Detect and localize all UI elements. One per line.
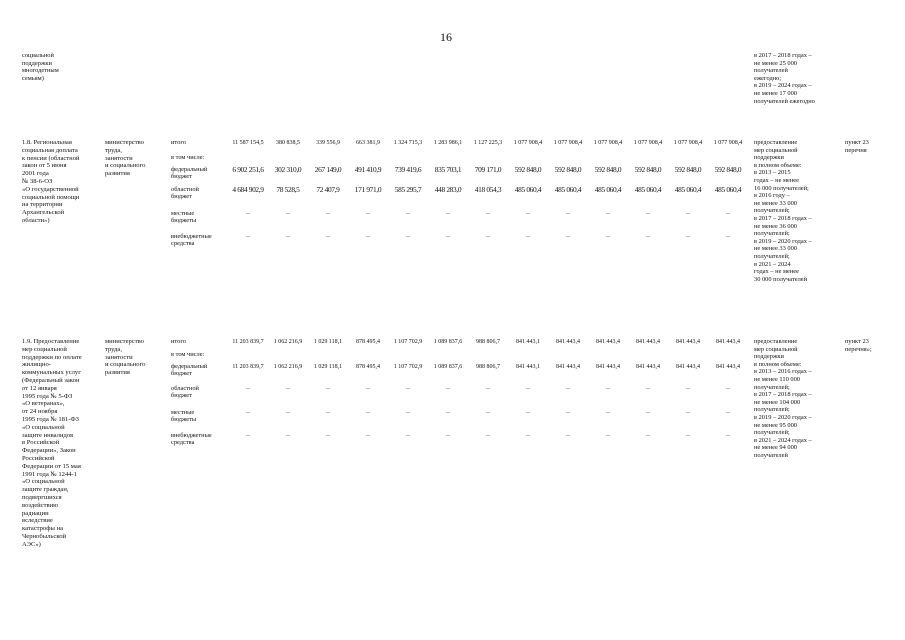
value-cell: 6 902 251,6: [232, 165, 264, 174]
value-cell: –: [446, 211, 450, 217]
value-cell: –: [286, 386, 290, 392]
value-cell: 592 848,0: [634, 165, 662, 174]
value-cell: –: [366, 211, 370, 217]
value-cell: 1 127 225,3: [473, 140, 503, 146]
value-cell: 841 443,4: [556, 339, 580, 345]
value-cell: 485 060,4: [674, 185, 702, 194]
value-cell: 1 062 216,9: [273, 339, 303, 345]
value-cell: –: [646, 211, 650, 217]
value-cell: 841 443,4: [636, 364, 660, 370]
source-federal-label: федеральный бюджет: [171, 166, 208, 181]
value-cell: –: [246, 211, 250, 217]
measure-1-8-local-values: [228, 210, 748, 218]
value-cell: –: [486, 211, 490, 217]
value-cell: 1 077 908,4: [673, 140, 703, 146]
value-cell: –: [406, 234, 410, 240]
value-cell: 1 029 118,1: [313, 339, 343, 345]
value-cell: –: [446, 410, 450, 416]
source-regional-label: областной бюджет: [171, 186, 199, 201]
value-cell: –: [646, 410, 650, 416]
value-cell: 1 029 118,1: [313, 364, 343, 370]
value-cell: 878 495,4: [356, 364, 380, 370]
value-cell: –: [606, 433, 610, 439]
page-number: 16: [440, 30, 452, 44]
value-cell: –: [326, 234, 330, 240]
source-extra-label: внебюджетные средства: [171, 432, 212, 447]
value-cell: –: [566, 234, 570, 240]
value-cell: –: [646, 234, 650, 240]
value-cell: 78 528,5: [276, 185, 300, 194]
value-cell: 841 443,1: [516, 339, 540, 345]
value-cell: 418 054,3: [474, 185, 502, 194]
value-cell: –: [606, 386, 610, 392]
value-cell: –: [726, 410, 730, 416]
value-cell: –: [526, 410, 530, 416]
measure-1-9-title: 1.9. Предоставление мер социальной поддержки по оплате жилищно- коммунальных услуг (Федеральный закон от 12 января 1995 года № 5-ФЗ «О ветеранах», от 24 ноября 1995 года № 181-ФЗ «О социальной защите инвалидов в Российской Федерации», Закон Российской Федерации от 15 мая 1991 года № 1244-1 «О социальной защите граждан, подвергшихся воздействию радиации вследствие катастрофы на Чернобыльской АЭС»): [22, 338, 82, 548]
value-cell: 988 806,7: [476, 339, 500, 345]
value-cell: 171 971,0: [354, 185, 382, 194]
value-cell: 11 203 839,7: [232, 339, 264, 345]
value-cell: –: [446, 234, 450, 240]
value-cell: –: [326, 211, 330, 217]
value-cell: 841 443,4: [556, 364, 580, 370]
value-cell: 592 848,0: [674, 165, 702, 174]
value-cell: 1 077 908,4: [593, 140, 623, 146]
value-cell: –: [286, 410, 290, 416]
value-cell: 485 060,4: [634, 185, 662, 194]
value-cell: 841 443,4: [636, 339, 660, 345]
value-cell: –: [686, 410, 690, 416]
source-federal-label: федеральный бюджет: [171, 363, 208, 378]
source-total-label: итого: [171, 338, 186, 345]
value-cell: 1 107 702,9: [393, 339, 423, 345]
value-cell: 1 062 216,9: [273, 364, 303, 370]
value-cell: –: [606, 410, 610, 416]
value-cell: –: [326, 410, 330, 416]
value-cell: 485 060,4: [714, 185, 742, 194]
value-cell: –: [286, 211, 290, 217]
measure-1-8-reference: пункт 23 перечня: [845, 139, 869, 154]
value-cell: 1 077 908,4: [553, 140, 583, 146]
value-cell: –: [406, 410, 410, 416]
value-cell: 1 089 837,6: [433, 339, 463, 345]
value-cell: 11 203 839,7: [232, 364, 264, 370]
value-cell: 1 324 715,3: [393, 140, 423, 146]
measure-1-8-total-values: [228, 139, 748, 147]
value-cell: –: [446, 433, 450, 439]
value-cell: 841 443,1: [516, 364, 540, 370]
value-cell: 4 684 902,9: [232, 185, 264, 194]
value-cell: 841 443,4: [676, 339, 700, 345]
value-cell: 1 077 908,4: [513, 140, 543, 146]
value-cell: –: [646, 433, 650, 439]
value-cell: –: [406, 211, 410, 217]
value-cell: 1 089 837,6: [433, 364, 463, 370]
measure-1-8-executor: министерство труда, занятости и социального развития: [105, 139, 146, 178]
value-cell: –: [326, 433, 330, 439]
measure-1-8-expected-result: предоставление мер социальной поддержки в полном объеме: в 2013 – 2015 годах – не менее 16 000 получателей; в 2016 году – не менее 33 000 получателей; в 2017 – 2018 годах – не менее 36 000 получателей; в 2019 – 2020 годах – не менее 33 000 получателей; в 2021 – 2024 годах – не менее 30 000 получателей: [754, 139, 812, 283]
value-cell: –: [486, 410, 490, 416]
measure-1-8-title: 1.8. Региональная социальная доплата к пенсии (областной закон от 5 июня 2001 года № 38-6-ОЗ «О государственной социальной помощи на территории Архангельской области»): [22, 139, 80, 224]
measure-1-8-federal-values: [228, 166, 748, 174]
value-cell: 485 060,4: [514, 185, 542, 194]
value-cell: 585 295,7: [394, 185, 422, 194]
measure-1-9-extra-values: [228, 432, 748, 440]
value-cell: –: [686, 211, 690, 217]
measure-1-9-expected-result: предоставление мер социальной поддержки в полном объеме: в 2013 – 2016 годах – не менее 110 000 получателей; в 2017 – 2018 годах – не менее 104 000 получателей; в 2019 – 2020 годах – не менее 95 000 получателей; в 2021 – 2024 годах – не менее 94 000 получателей: [754, 338, 812, 459]
value-cell: 841 443,4: [676, 364, 700, 370]
continued-measure-name: социальной поддержки многодетным семьям): [22, 52, 59, 82]
measure-1-9-reference: пункт 23 перечня»;: [845, 338, 872, 353]
value-cell: 739 419,6: [394, 165, 422, 174]
measure-1-9-executor: министерство труда, занятости и социального развития: [105, 338, 146, 377]
measure-1-9-regional-values: [228, 385, 748, 393]
value-cell: –: [246, 410, 250, 416]
value-cell: 841 443,4: [596, 364, 620, 370]
source-total-label: итого: [171, 139, 186, 146]
value-cell: –: [366, 410, 370, 416]
value-cell: –: [526, 386, 530, 392]
value-cell: –: [406, 433, 410, 439]
value-cell: –: [566, 410, 570, 416]
source-incl-label: в том числе:: [171, 351, 205, 358]
value-cell: –: [686, 386, 690, 392]
value-cell: 841 443,4: [716, 364, 740, 370]
value-cell: –: [406, 386, 410, 392]
value-cell: 485 060,4: [594, 185, 622, 194]
value-cell: –: [566, 211, 570, 217]
value-cell: –: [326, 386, 330, 392]
value-cell: 72 407,9: [316, 185, 340, 194]
value-cell: –: [286, 433, 290, 439]
value-cell: 302 310,0: [274, 165, 302, 174]
source-local-label: местные бюджеты: [171, 210, 197, 225]
measure-1-8-regional-values: [228, 186, 748, 194]
value-cell: –: [526, 234, 530, 240]
value-cell: 663 381,9: [356, 140, 380, 146]
value-cell: –: [366, 386, 370, 392]
value-cell: 380 838,5: [276, 140, 300, 146]
value-cell: –: [486, 386, 490, 392]
continued-expected-result: в 2017 – 2018 годах – не менее 25 000 получателей ежегодно; в 2019 – 2024 годах – не менее 17 000 получателей ежегодно: [754, 52, 815, 105]
value-cell: –: [726, 433, 730, 439]
value-cell: –: [686, 234, 690, 240]
value-cell: 491 410,9: [354, 165, 382, 174]
value-cell: 841 443,4: [716, 339, 740, 345]
value-cell: 1 283 986,1: [433, 140, 463, 146]
value-cell: 448 283,0: [434, 185, 462, 194]
value-cell: –: [526, 433, 530, 439]
measure-1-9-local-values: [228, 409, 748, 417]
value-cell: –: [606, 211, 610, 217]
value-cell: 485 060,4: [554, 185, 582, 194]
value-cell: –: [246, 234, 250, 240]
measure-1-9-total-values: [228, 338, 748, 346]
value-cell: –: [366, 433, 370, 439]
source-extra-label: внебюджетные средства: [171, 233, 212, 248]
value-cell: –: [446, 386, 450, 392]
value-cell: –: [646, 386, 650, 392]
value-cell: 267 149,0: [314, 165, 342, 174]
value-cell: –: [606, 234, 610, 240]
value-cell: 11 587 154,5: [232, 140, 264, 146]
value-cell: 1 077 908,4: [633, 140, 663, 146]
value-cell: 841 443,4: [596, 339, 620, 345]
value-cell: –: [246, 386, 250, 392]
value-cell: –: [526, 211, 530, 217]
value-cell: 878 495,4: [356, 339, 380, 345]
value-cell: –: [366, 234, 370, 240]
value-cell: 339 556,9: [316, 140, 340, 146]
value-cell: 988 806,7: [476, 364, 500, 370]
value-cell: 835 703,1: [434, 165, 462, 174]
value-cell: 592 848,0: [514, 165, 542, 174]
value-cell: –: [686, 433, 690, 439]
source-local-label: местные бюджеты: [171, 409, 197, 424]
measure-1-9-federal-values: [228, 363, 748, 371]
value-cell: –: [246, 433, 250, 439]
value-cell: –: [566, 386, 570, 392]
value-cell: 592 848,0: [554, 165, 582, 174]
value-cell: –: [726, 234, 730, 240]
value-cell: –: [726, 386, 730, 392]
value-cell: 592 848,0: [594, 165, 622, 174]
value-cell: 592 848,0: [714, 165, 742, 174]
value-cell: –: [566, 433, 570, 439]
measure-1-8-extra-values: [228, 233, 748, 241]
value-cell: –: [486, 234, 490, 240]
value-cell: 709 171,0: [474, 165, 502, 174]
value-cell: 1 107 702,9: [393, 364, 423, 370]
source-incl-label: в том числе:: [171, 154, 205, 161]
source-regional-label: областной бюджет: [171, 385, 199, 400]
value-cell: –: [286, 234, 290, 240]
value-cell: –: [486, 433, 490, 439]
value-cell: 1 077 908,4: [713, 140, 743, 146]
value-cell: –: [726, 211, 730, 217]
